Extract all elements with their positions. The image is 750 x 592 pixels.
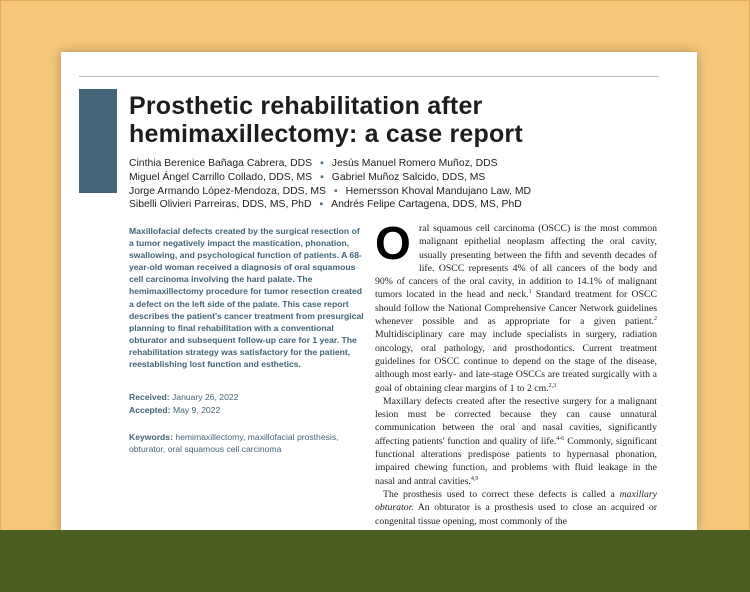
accepted-date: May 9, 2022 <box>172 404 221 415</box>
citation: 4-6 <box>556 435 565 442</box>
keywords-label: Keywords: <box>129 432 173 442</box>
author-name: Gabriel Muñoz Salcido, DDS, MS <box>331 171 486 183</box>
author-name: Cinthia Berenice Bañaga Cabrera, DDS <box>129 158 313 169</box>
author-name: Jesús Manuel Romero Muñoz, DDS <box>331 158 498 169</box>
paragraph-1 <box>375 217 658 395</box>
received-label: Received: <box>129 392 170 402</box>
author-line <box>129 171 669 185</box>
keywords <box>129 431 365 455</box>
top-rule <box>79 76 659 77</box>
author-name: Miguel Ángel Carrillo Collado, DDS, MS <box>129 171 313 183</box>
title-line-2: hemimaxillectomy: a case report <box>129 120 523 148</box>
author-name: Jorge Armando López-Mendoza, DDS, MS <box>129 185 326 197</box>
author-name: Andrés Felipe Cartagena, DDS, MS, PhD <box>331 199 522 211</box>
footer-band <box>0 530 750 592</box>
accepted-label: Accepted: <box>129 404 171 415</box>
article-page <box>61 52 697 532</box>
paragraph-3 <box>375 488 657 528</box>
emphasis: maxillary obturator. <box>375 488 657 514</box>
received-row <box>129 391 365 404</box>
paragraph-text: An obturator is a prosthesis used to close an acquired or congenital tissue opening, most commonly of the <box>375 502 657 527</box>
author-name: Hemersson Khoval Mandujano Law, MD <box>345 185 532 197</box>
received-date: January 26, 2022 <box>172 392 239 402</box>
citation: 2,3 <box>548 382 557 389</box>
author-separator: ▪ <box>319 199 324 211</box>
author-line <box>129 185 669 199</box>
keywords-text: hemimaxillectomy, maxillofacial prosthesis, obturator, oral squamous cell carcinoma <box>129 432 339 455</box>
accepted-row <box>129 404 365 417</box>
paragraph-2 <box>375 395 657 488</box>
paragraph-text: ral squamous cell carcinoma (OSCC) is the most common malignant epithelial neoplasm affecting the oral cavity, usually presenting between the fifth and seventh decades of life. OSCC represents 4% of all cancers of the body and 90% of cancers of the oral cavity, in addition to 14.1% of malignant tumors located in the head and neck. <box>375 223 657 301</box>
citation: 4,9 <box>470 475 479 482</box>
author-separator: ▪ <box>320 158 324 169</box>
paragraph-text: Standard treatment for OSCC should follow the National Comprehensive Cancer Network guidelines whenever possible and as appropriate for a given patient. <box>375 289 658 328</box>
author-separator: ▪ <box>333 185 338 197</box>
paragraph-text: Maxillary defects created after the resective surgery for a malignant lesion must be corrected because they can cause unnatural communication between the oral and nasal cavities, significantly affecting patients' function and quality of life. <box>375 395 657 447</box>
paragraph-text: The prosthesis used to correct these defects is called a <box>383 488 620 500</box>
body-text <box>375 217 658 528</box>
citation: 1 <box>528 289 532 296</box>
author-separator: ▪ <box>320 171 324 183</box>
abstract: Maxillofacial defects created by the surgical resection of a tumor negatively impact the mastication, phonation, swallowing, and psychological function of patients. A 68-year-old woman received a diagnosis of oral squamous cell carcinoma involving the hard palate. The hemimaxillectomy procedure for tumor resection created a defect on the left side of the palate. This case report describes the patient's cancer treatment from presurgical planning to final rehabilitation with a conventional obturator and subsequent follow-up care for 1 year. The rehabilitation strategy was satisfactory for the patient, reestablishing lost function and esthetics. <box>129 226 364 370</box>
paragraph-text: Multidisciplinary care may include specialists in surgery, radiation oncology, oral pathology, and prosthodontics. Current treatment guidelines for OSCC continue to depend on the stage of the disease, although most early- and late-stage OSCCs are treated surgically with a goal of obtaining clear margins of 1 to 2 cm. <box>375 329 657 394</box>
author-line <box>129 198 669 212</box>
title-accent-bar <box>79 89 117 193</box>
drop-cap: O <box>375 217 411 269</box>
author-name: Sibelli Olivieri Parreiras, DDS, MS, PhD <box>129 199 312 211</box>
author-list <box>129 157 669 212</box>
citation: 2 <box>654 315 657 322</box>
article-dates <box>129 391 365 416</box>
author-line <box>129 157 669 171</box>
article-title <box>129 92 669 148</box>
paragraph-text: Commonly, significant functional alterations predispose patients to hypernasal phonation, impaired chewing function, and problems with fluid leakage in the nasal and antral cavities. <box>375 435 657 487</box>
title-line-1: Prosthetic rehabilitation after <box>129 92 483 120</box>
